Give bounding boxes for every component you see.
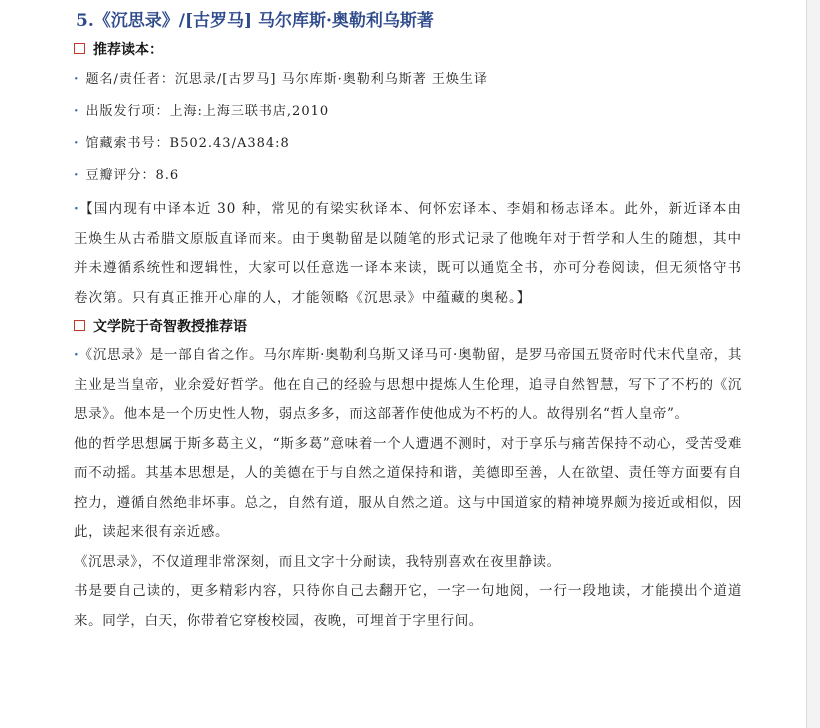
hollow-square-icon [74, 320, 85, 331]
professor-paragraph-1: 《沉思录》是一部自省之作。马尔库斯·奥勒利乌斯又译马可·奥勒留，是罗马帝国五贤帝时代末代皇帝，其主业是当皇帝，业余爱好哲学。他在自己的经验与思想中提炼人生伦理，追寻自然智慧，写下了不朽的《沉思录》。他本是一个历史性人物，弱点多多，而这部著作使他成为不朽的人。故得别名“哲人皇帝”。 [74, 347, 742, 422]
professor-heading-label: 文学院于奇智教授推荐语 [93, 319, 247, 335]
meta-douban-rating: 豆瓣评分：8.6 [85, 168, 180, 183]
meta-call-number: 馆藏索书号：B502.43/A384:8 [85, 136, 290, 151]
meta-publisher: 出版发行项：上海:上海三联书店,2010 [85, 104, 330, 119]
recommend-heading [74, 36, 742, 64]
translation-note-text: 【国内现有中译本近 30 种，常见的有梁实秋译本、何怀宏译本、李娟和杨志译本。此外，新近译本由王焕生从古希腊文原版直译而来。由于奥勒留是以随笔的形式记录了他晚年对于哲学和人生的随想，其中并未遵循系统性和逻辑性，大家可以任意选一译本来读，既可以通览全书，亦可分卷阅读，但无须恪守书卷次第。只有真正推开心扉的人，才能领略《沉思录》中蕴藏的奥秘。】 [74, 201, 742, 306]
meta-item [74, 128, 742, 160]
middle-dot-icon: · [74, 347, 80, 363]
professor-heading [74, 313, 742, 341]
hollow-square-icon [74, 43, 85, 54]
professor-paragraph-3: 《沉思录》，不仅道理非常深刻，而且文字十分耐读，我特别喜欢在夜里静读。 [74, 553, 561, 570]
recommend-heading-label: 推荐读本： [93, 42, 163, 58]
professor-paragraph-2: 他的哲学思想属于斯多葛主义，“斯多葛”意味着一个人遭遇不测时，对于享乐与痛苦保持不动心，受苦受难而不动摇。其基本思想是，人的美德在于与自然之道保持和谐，美德即至善，人在欲望、责任等方面要有自控力，遵循自然绝非坏事。总之，自然有道，服从自然之道。这与中国道家的精神境界颇为接近或相似，因此，读起来很有亲近感。 [74, 435, 742, 540]
professor-paragraph [74, 341, 742, 430]
right-margin-bar [806, 0, 820, 728]
middle-dot-icon: · [74, 72, 80, 87]
document-content [74, 6, 742, 636]
meta-item [74, 96, 742, 128]
meta-item [74, 160, 742, 192]
middle-dot-icon: · [74, 201, 80, 217]
translation-note [74, 195, 742, 313]
meta-title-author: 题名/责任者：沉思录/[古罗马] 马尔库斯·奥勒利乌斯著 王焕生译 [85, 72, 488, 87]
middle-dot-icon: · [74, 168, 80, 183]
middle-dot-icon: · [74, 104, 80, 119]
book-title: 5.《沉思录》/[古罗马] 马尔库斯·奥勒利乌斯著 [76, 11, 434, 31]
meta-item [74, 64, 742, 96]
middle-dot-icon: · [74, 136, 80, 151]
professor-paragraph-4: 书是要自己读的，更多精彩内容，只待你自己去翻开它，一字一句地阅，一行一段地读，才能摸出个道道来。同学，白天，你带着它穿梭校园，夜晚，可埋首于字里行间。 [74, 583, 742, 629]
